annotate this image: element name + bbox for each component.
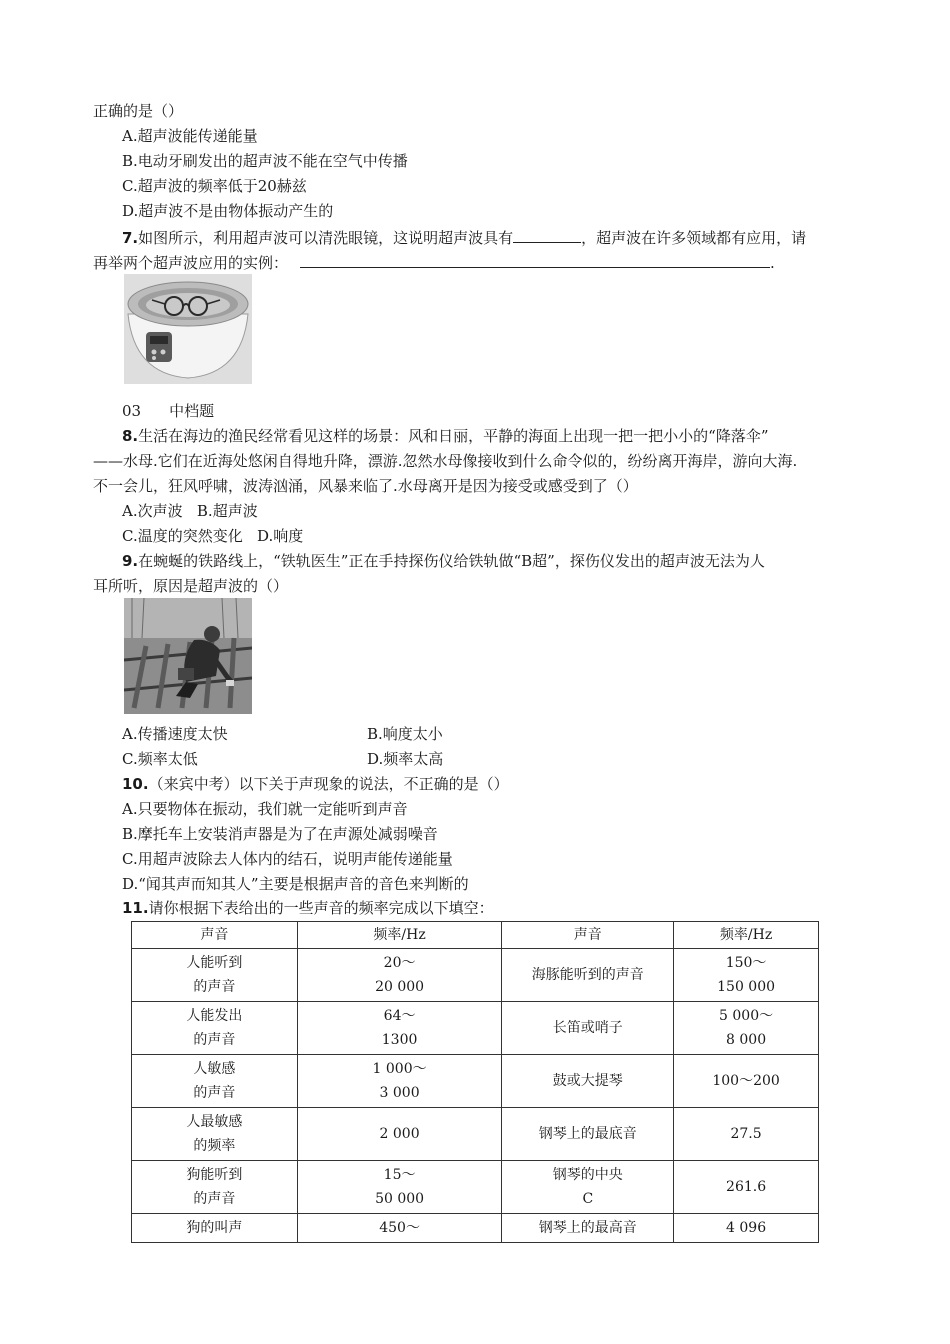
- cell-text-line: 100～200: [712, 1073, 780, 1089]
- table-cell-sound-2: [502, 1214, 674, 1243]
- q8-options-ab: A.次声波 B.超声波: [122, 502, 258, 520]
- cell-text-line: 钢琴的中央: [552, 1167, 623, 1183]
- q11-text: 请你根据下表给出的一些声音的频率完成以下填空：: [148, 899, 494, 917]
- q9-option-c: C.频率太低: [122, 750, 198, 768]
- q6-stem-tail: 正确的是（）: [93, 102, 184, 120]
- cell-text-line: 20～: [383, 955, 416, 971]
- cell-text-line: 5 000～: [719, 1008, 774, 1024]
- cell-text-line: C: [582, 1191, 594, 1207]
- cell-text-line: 150～: [725, 955, 767, 971]
- cell-text-line: 2 000: [379, 1126, 420, 1142]
- section-heading: [122, 400, 214, 422]
- cell-text-line: 的声音: [193, 1032, 236, 1048]
- cell-text-line: 的声音: [193, 979, 236, 995]
- q9-text-1: 在蜿蜒的铁路线上，“铁轨医生”正在手持探伤仪给铁轨做“B超”，探伤仪发出的超声波无法为人: [138, 552, 765, 570]
- q10-text: （来宾中考）以下关于声现象的说法，不正确的是（）: [148, 775, 509, 793]
- q8-text-1: 生活在海边的渔民经常看见这样的场景：风和日丽，平静的海面上出现一把一把小小的“降落伞”: [138, 427, 769, 445]
- q7-blank-1[interactable]: [513, 226, 581, 243]
- q7-text-a: 如图所示，利用超声波可以清洗眼镜，这说明超声波具有: [138, 229, 514, 247]
- cell-text-line: 450～: [379, 1220, 420, 1236]
- cell-text-line: 的频率: [193, 1138, 236, 1154]
- frequency-table-body: [132, 949, 819, 1243]
- frequency-table: [131, 921, 819, 1243]
- q9-option-a: A.传播速度太快: [122, 725, 228, 743]
- table-cell-frequency-2: [674, 1161, 819, 1214]
- ultrasonic-cleaner-photo: [124, 274, 252, 384]
- cell-text-line: 50 000: [375, 1191, 425, 1207]
- cell-text-line: 钢琴上的最高音: [538, 1220, 637, 1236]
- section-title: 中档题: [169, 402, 215, 420]
- rail-inspector-photo: [124, 598, 252, 714]
- cell-text-line: 狗的叫声: [186, 1220, 243, 1236]
- q9-option-b: B.响度太小: [367, 725, 443, 743]
- q6-option-a: A.超声波能传递能量: [122, 127, 258, 145]
- table-cell-frequency-1: [297, 1108, 502, 1161]
- q7-text-c: 再举两个超声波应用的实例：: [93, 254, 289, 272]
- table-cell-sound-1: [132, 1214, 298, 1243]
- q10-option-c: C.用超声波除去人体内的结石，说明声能传递能量: [122, 850, 453, 868]
- cell-text-line: 1 000～: [372, 1061, 427, 1077]
- cell-text-line: 人最敏感: [186, 1114, 243, 1130]
- header-frequency-1: 频率/Hz: [297, 922, 502, 949]
- q8-line1: [122, 425, 768, 447]
- table-row: [132, 1161, 819, 1214]
- q8-options-cd: C.温度的突然变化 D.响度: [122, 527, 304, 545]
- q7-blank-2[interactable]: [300, 251, 770, 268]
- rail-inspector-image: [124, 598, 252, 714]
- cell-text-line: 8 000: [726, 1032, 767, 1048]
- q11-number: 11.: [122, 899, 149, 917]
- table-cell-sound-2: [502, 1002, 674, 1055]
- table-cell-frequency-1: [297, 1214, 502, 1243]
- table-cell-frequency-2: [674, 1108, 819, 1161]
- table-cell-sound-2: [502, 1108, 674, 1161]
- q10-stem: [122, 773, 509, 795]
- table-cell-sound-1: [132, 949, 298, 1002]
- table-row: [132, 1055, 819, 1108]
- q9-line1: [122, 550, 765, 572]
- q6-option-b: B.电动牙刷发出的超声波不能在空气中传播: [122, 152, 408, 170]
- ultrasonic-cleaner-image: [124, 274, 252, 384]
- q8-line3: 不一会儿，狂风呼啸，波涛汹涌，风暴来临了.水母离开是因为接受或感受到了（）: [93, 477, 638, 495]
- q8-number: 8.: [122, 427, 139, 445]
- table-cell-sound-2: [502, 949, 674, 1002]
- table-row: [132, 1002, 819, 1055]
- table-cell-frequency-2: [674, 949, 819, 1002]
- cell-text-line: 狗能听到: [186, 1167, 243, 1183]
- q7-period: .: [770, 254, 775, 272]
- cell-text-line: 人能听到: [186, 955, 243, 971]
- q7-text-b: ，超声波在许多领域都有应用，请: [581, 229, 807, 247]
- q11-stem: [122, 897, 494, 919]
- table-cell-sound-1: [132, 1108, 298, 1161]
- q10-option-b: B.摩托车上安装消声器是为了在声源处减弱噪音: [122, 825, 438, 843]
- table-cell-frequency-2: [674, 1214, 819, 1243]
- q8-line2: ——水母.它们在近海处悠闲自得地升降，漂游.忽然水母像接收到什么命令似的，纷纷离开海岸，游向大海.: [93, 452, 798, 470]
- table-cell-frequency-1: [297, 949, 502, 1002]
- table-cell-sound-1: [132, 1161, 298, 1214]
- section-code: 03: [122, 402, 142, 420]
- table-cell-frequency-2: [674, 1002, 819, 1055]
- table-cell-frequency-1: [297, 1002, 502, 1055]
- table-row: [132, 949, 819, 1002]
- cell-text-line: 15～: [383, 1167, 416, 1183]
- table-cell-sound-1: [132, 1002, 298, 1055]
- q9-option-d: D.频率太高: [367, 750, 444, 768]
- q10-number: 10.: [122, 775, 149, 793]
- cell-text-line: 27.5: [730, 1126, 762, 1142]
- q9-number: 9.: [122, 552, 139, 570]
- table-cell-sound-1: [132, 1055, 298, 1108]
- cell-text-line: 的声音: [193, 1085, 236, 1101]
- cell-text-line: 海豚能听到的声音: [531, 967, 644, 983]
- table-header-row: [132, 922, 819, 949]
- q10-option-a: A.只要物体在振动，我们就一定能听到声音: [122, 800, 408, 818]
- table-cell-frequency-2: [674, 1055, 819, 1108]
- q7-line2: [93, 251, 775, 274]
- table-cell-frequency-1: [297, 1161, 502, 1214]
- cell-text-line: 人能发出: [186, 1008, 243, 1024]
- q9-line2: 耳所听，原因是超声波的（）: [93, 577, 289, 595]
- table-cell-sound-2: [502, 1055, 674, 1108]
- table-cell-frequency-1: [297, 1055, 502, 1108]
- q7-line1: [122, 226, 806, 249]
- cell-text-line: 人敏感: [193, 1061, 236, 1077]
- header-sound-1: 声音: [132, 922, 298, 949]
- cell-text-line: 钢琴上的最底音: [538, 1126, 637, 1142]
- table-row: [132, 1108, 819, 1161]
- table-cell-sound-2: [502, 1161, 674, 1214]
- cell-text-line: 1300: [381, 1032, 418, 1048]
- cell-text-line: 20 000: [375, 979, 425, 995]
- cell-text-line: 长笛或哨子: [552, 1020, 623, 1036]
- q6-option-c: C.超声波的频率低于20赫兹: [122, 177, 307, 195]
- cell-text-line: 150 000: [717, 979, 776, 995]
- q7-number: 7.: [122, 229, 139, 247]
- cell-text-line: 4 096: [726, 1220, 767, 1236]
- header-sound-2: 声音: [502, 922, 674, 949]
- cell-text-line: 的声音: [193, 1191, 236, 1207]
- table-row: [132, 1214, 819, 1243]
- cell-text-line: 3 000: [379, 1085, 420, 1101]
- header-frequency-2: 频率/Hz: [674, 922, 819, 949]
- cell-text-line: 261.6: [726, 1179, 767, 1195]
- cell-text-line: 鼓或大提琴: [552, 1073, 623, 1089]
- q10-option-d: D.“闻其声而知其人”主要是根据声音的音色来判断的: [122, 875, 469, 893]
- q6-option-d: D.超声波不是由物体振动产生的: [122, 202, 334, 220]
- cell-text-line: 64～: [383, 1008, 416, 1024]
